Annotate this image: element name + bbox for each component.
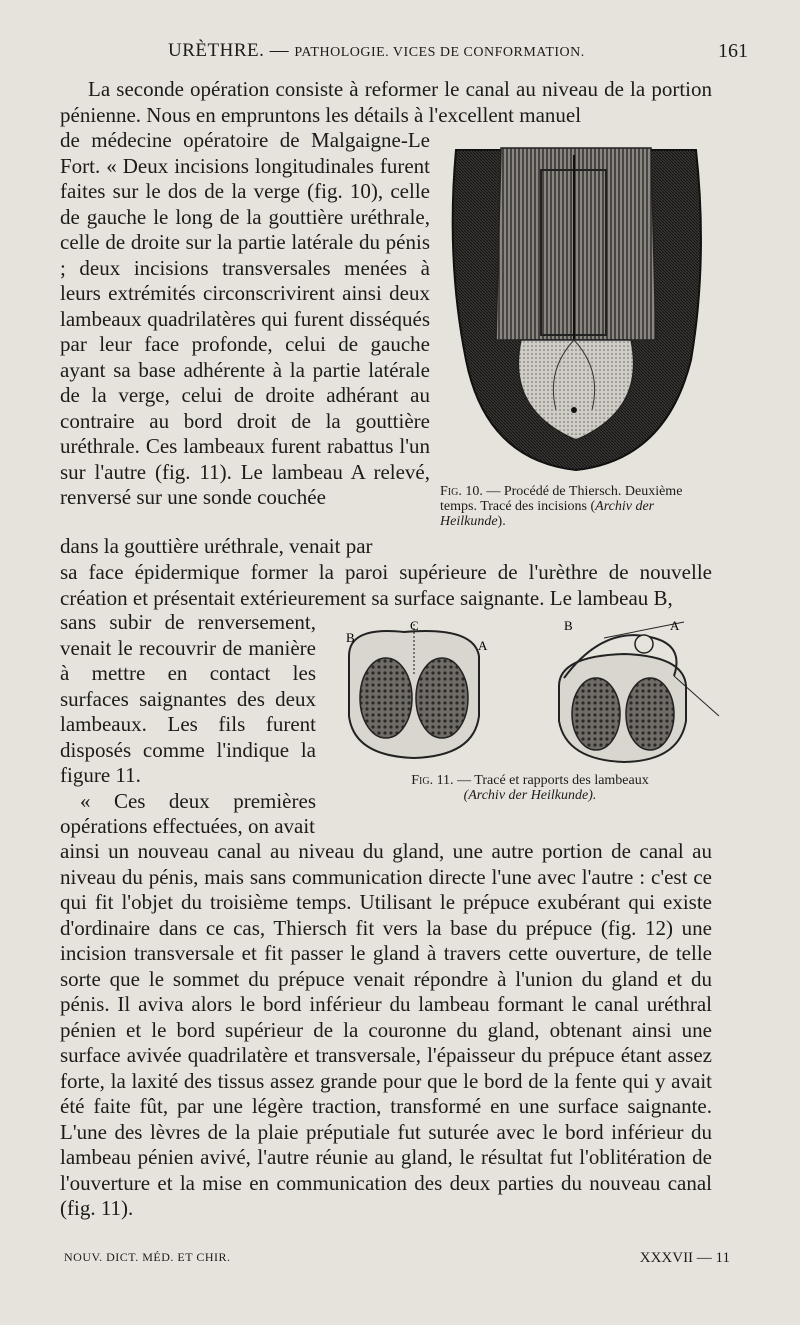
fig11-label-b-right: B (564, 618, 573, 633)
paragraph-full-1-text: sa face épidermique former la paroi supérieure de l'urèthre de nouvelle création et présentait extérieurement sa surface saignante. Le lambeau B, (60, 560, 712, 610)
paragraph-full-1 (60, 560, 712, 611)
fig11-label-a-left: A (478, 638, 488, 653)
figure-11-left-section (349, 624, 479, 758)
figure-10-illustration (446, 140, 708, 476)
page-footer (64, 1250, 730, 1270)
footer-right: XXXVII — 11 (639, 1250, 730, 1266)
figure-10-caption-end: ). (497, 514, 506, 529)
fig11-label-a-right: A (670, 618, 680, 633)
column-left-1-text: de médecine opératoire de Malgaigne-Le Fort. « Deux incisions longitudinales furent faites sur le dos de la verge (fig. 10), celle de gauche le long de la gouttière uréthrale, celle de droite sur la partie latérale du pénis ; deux incisions transversales menées à leurs extrémités circonscrivirent ainsi deux lambeaux quadrilatères qui furent disséqués par leur face profonde, celui de gauche ayant sa base adhérente à la partie latérale de la verge, celui de droite adhérant au contraire au bord droit de la gouttière uréthrale. Ces lambeaux furent rabattus l'un sur l'autre (fig. 11). Le lambeau A relevé, renversé sur une sonde couchée (60, 128, 430, 509)
figure-10-caption (440, 484, 716, 529)
column-left-1-end (60, 534, 420, 560)
figure-11-caption (380, 773, 680, 803)
fig11-label-b-left: B (346, 630, 355, 645)
paragraph-full-2-text: ainsi un nouveau canal au niveau du gland, une autre portion de canal au niveau du pénis, mais sans communication directe l'une avec l'autre : c'est ce qui fit l'objet du troisième temps. Utilisant le prépuce exubérant qui existe d'ordinaire dans ce cas, Thiersch fit vers la base du prépuce (fig. 12) une incision transversale et fit passer le gland à travers cette ouverture, de telle sorte que le sommet du prépuce venait répondre à l'union du gland et du pénis. Il aviva alors le bord inférieur du lambeau formant le canal uréthral pénien et le bord supérieur de la couronne du gland, obtenant ainsi une surface avivée quadrilatère et transversale, l'épaisseur du prépuce étant assez forte, la laxité des tissus assez grande pour que le bord de la fente qui y avait été faite fût, par une légère traction, transformé en une surface saignante. L'une des lèvres de la plaie préputiale fut suturée avec le bord inférieur du lambeau pénien avivé, l'autre réunie au gland, le résultat fut l'oblitération de l'ouverture et la mise en communication des deux parties du nouveau canal (fig. 11). (60, 839, 712, 1220)
figure-11-illustration (334, 616, 724, 766)
running-header (60, 40, 748, 70)
paragraph-full-2 (60, 839, 712, 1222)
header-title (168, 40, 585, 62)
figure-10-caption-source: Archiv der Heilkunde (440, 499, 655, 529)
paragraph-intro (60, 77, 712, 128)
page-number: 161 (718, 40, 748, 62)
figure-11-right-section (559, 622, 719, 762)
figure-11-caption-source: (Archiv der Heilkunde). (463, 788, 597, 803)
figure-10-caption-text: — Procédé de Thiersch. Deuxième temps. Tracé des incisions ( (440, 484, 683, 514)
footer-left: NOUV. DICT. MÉD. ET CHIR. (64, 1250, 231, 1264)
header-section: PATHOLOGIE. VICES DE CONFORMATION. (294, 45, 585, 60)
figure-11-caption-text: — Tracé et rapports des lambeaux (457, 773, 649, 788)
header-title-text: URÈTHRE. — (168, 40, 290, 61)
column-left-2-text: sans subir de renversement, venait le recouvrir de manière à mettre en contact les surfaces saignantes des deux lambeaux. Les fils furent disposés comme l'indique la figure 11. (60, 610, 316, 787)
column-left-1 (60, 128, 430, 511)
paragraph-intro-text: La seconde opération consiste à reformer le canal au niveau de la portion pénienne. Nous en empruntons les détails à l'excellent manuel (60, 77, 712, 127)
column-left-1-end-text: dans la gouttière uréthrale, venait par (60, 534, 373, 558)
figure-10-caption-prefix: Fig. 10. (440, 484, 483, 499)
fig11-label-c: C (410, 618, 419, 633)
column-left-2b-text: « Ces deux premières opérations effectuées, on avait (60, 788, 316, 838)
column-left-2 (60, 610, 316, 840)
figure-11-caption-prefix: Fig. 11. (411, 773, 454, 788)
